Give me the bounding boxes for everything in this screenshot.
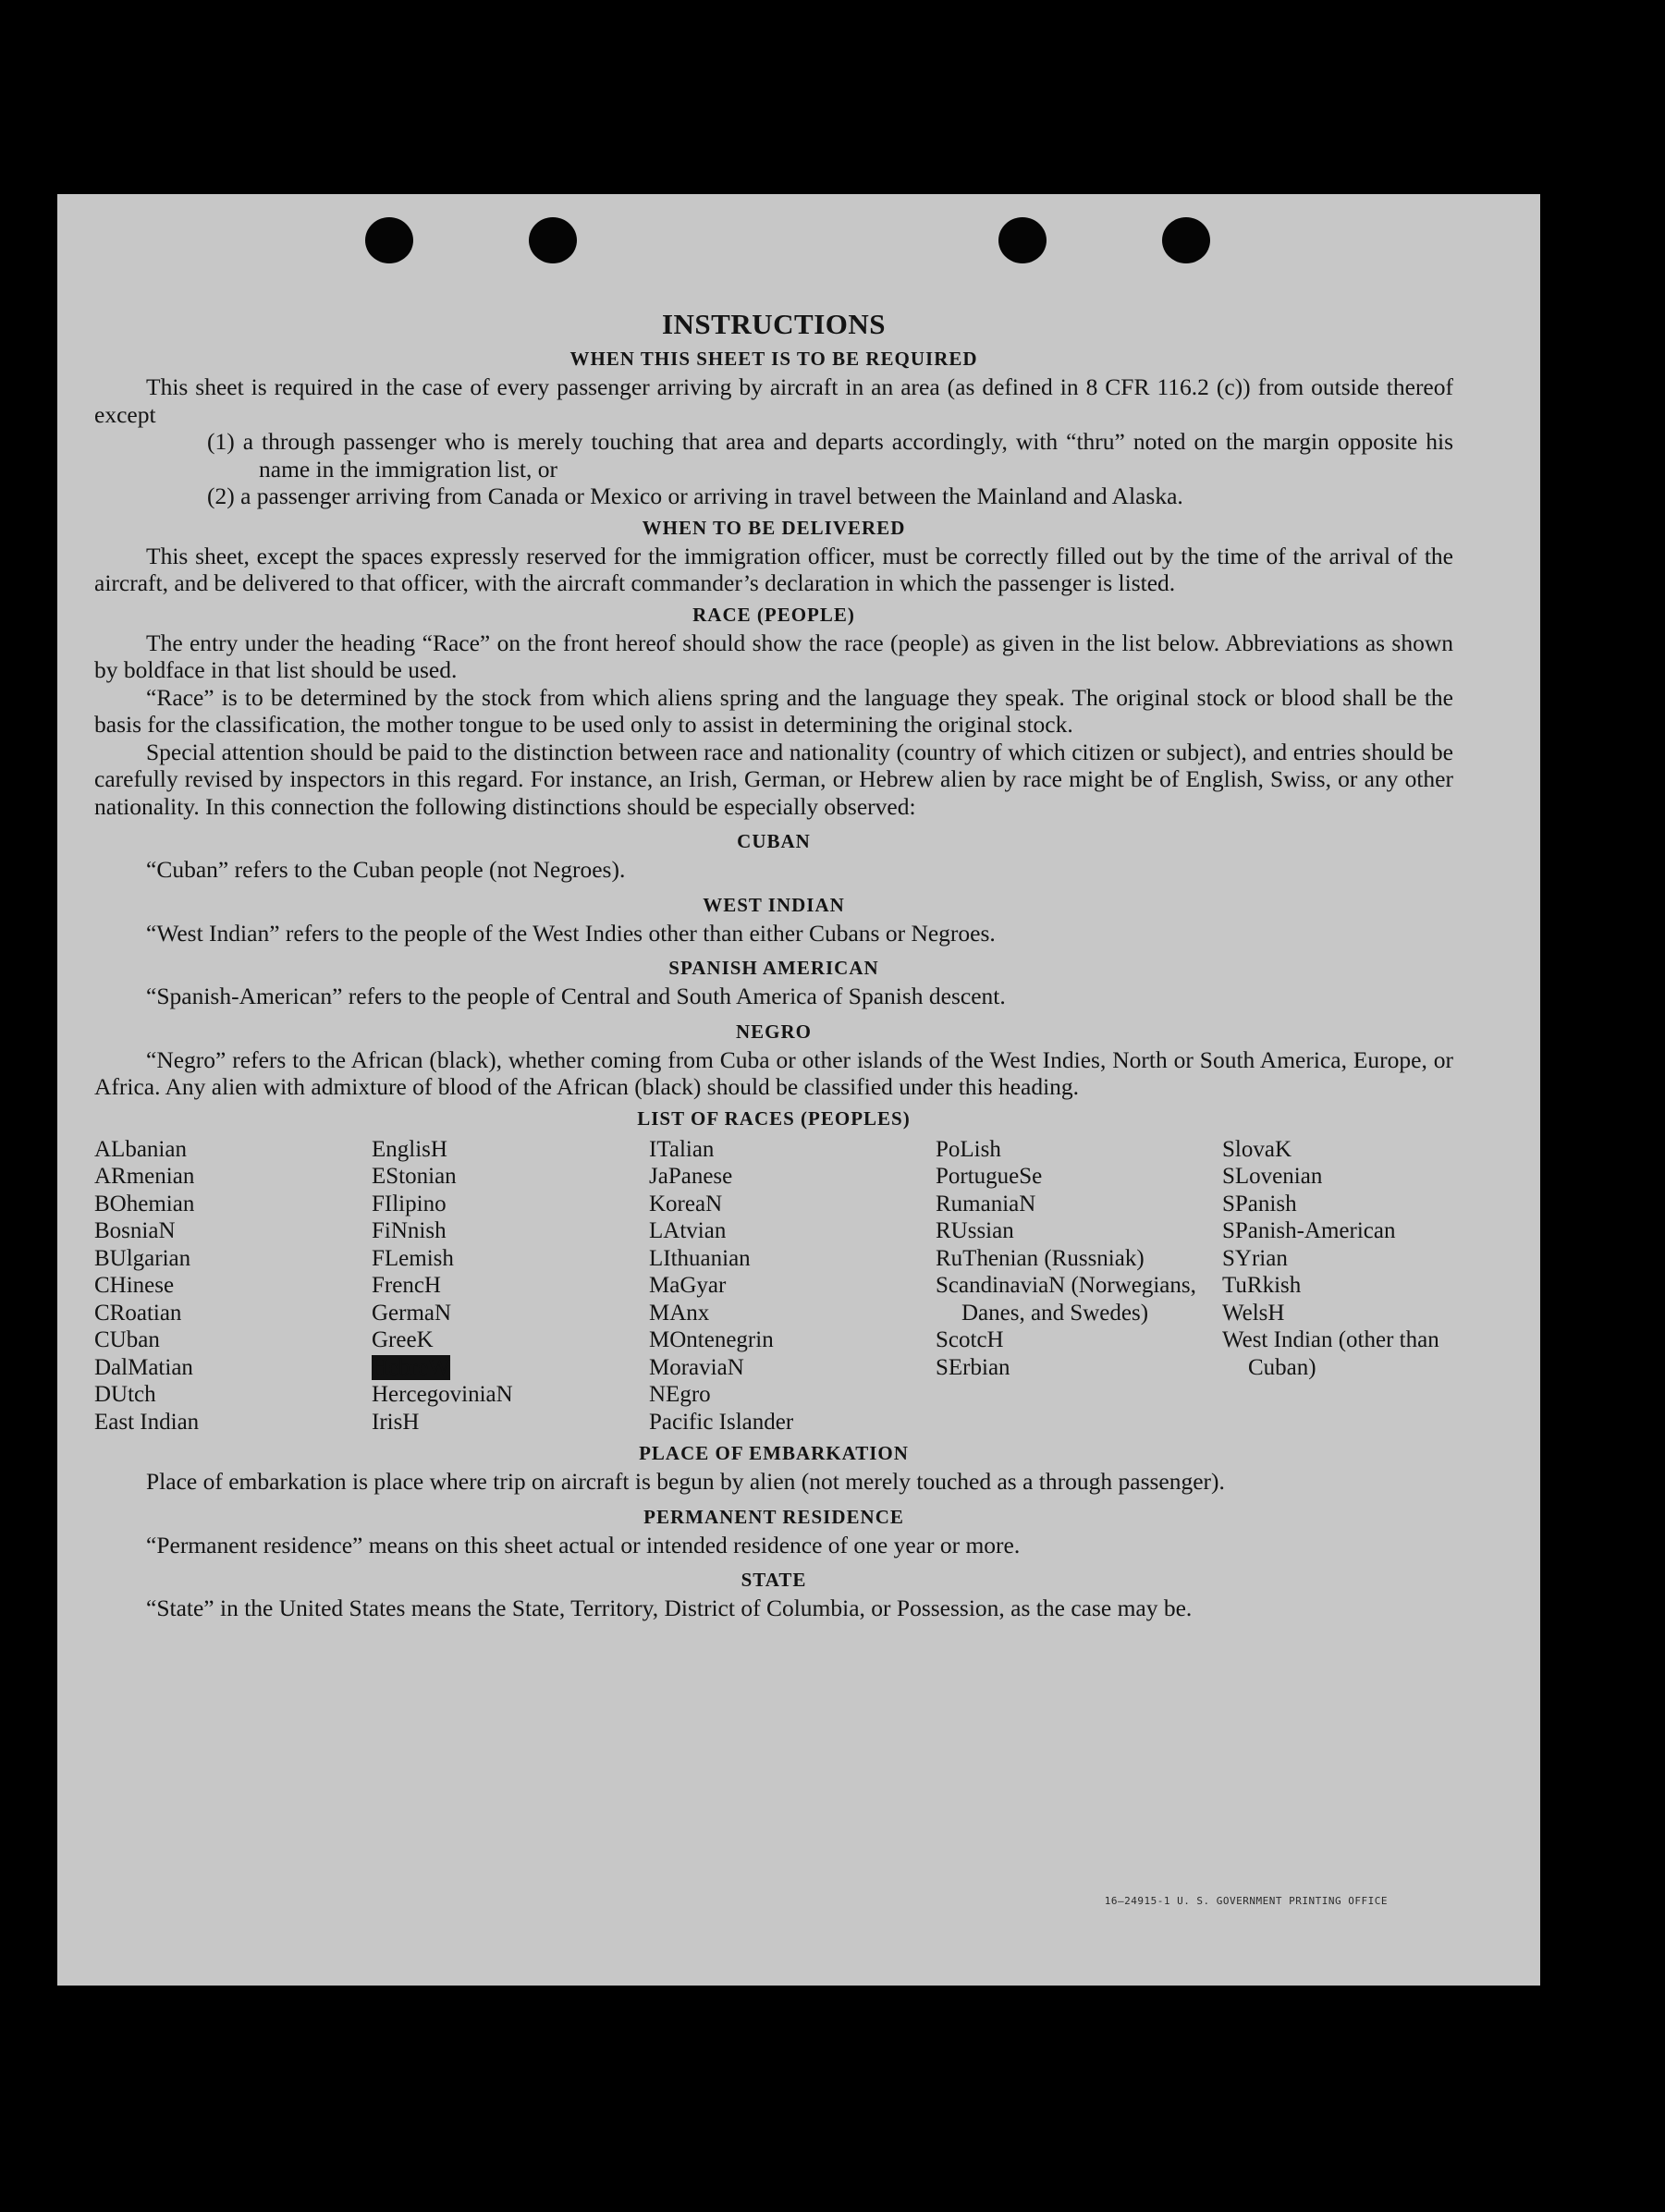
section-heading-cuban: CUBAN [737,830,811,852]
races-column [372,1136,630,1436]
printing-office-code: 16—24915-1 U. S. GOVERNMENT PRINTING OFFICE [1104,1895,1388,1907]
race-item: GreeK [372,1327,434,1352]
punch-hole [365,217,413,263]
punch-hole [998,217,1047,263]
race-item: CRoatian [94,1300,182,1326]
punch-hole [1162,217,1210,263]
race-item: WelsH [1222,1300,1285,1326]
race-item: JaPanese [649,1164,733,1189]
race-item: RuThenian (Russniak) [936,1245,1145,1271]
spanish-american-text: “Spanish-American” refers to the people of Central and South America of Spanish descent. [146,983,1006,1009]
race-item: EStonian [372,1164,457,1189]
race-item: DalMatian [94,1354,193,1380]
race-item: West Indian (other than Cuban) [1222,1327,1439,1380]
sheet-content [94,308,1453,1622]
race-item: ARmenian [94,1164,195,1189]
race-item: EnglisH [372,1136,447,1162]
race-item: BOhemian [94,1191,195,1216]
race-item: BUlgarian [94,1245,191,1271]
race-item: KoreaN [649,1191,723,1216]
race-item: SLovenian [1222,1164,1323,1189]
race-item: FiNnish [372,1218,447,1243]
negro-text: “Negro” refers to the African (black), whether coming from Cuba or other islands of the West Indies, North or South America, Europe, or Africa. Any alien with admixture of blood of the African (black) should be classified under this heading. [94,1045,1453,1100]
race-item: IrisH [372,1409,420,1435]
race-paragraph-3: Special attention should be paid to the distinction between race and nationality (country of which citizen or subject), and entries should be carefully revised by inspectors in this regard. For instance, an Irish, German, or Hebrew alien by race might be of English, Swiss, or any other nationality. In this connection the following distinctions should be especially observed: [94,738,1453,820]
section-heading-state: STATE [741,1569,807,1591]
cuban-text: “Cuban” refers to the Cuban people (not Negroes). [146,856,626,883]
race-item: ScotcH [936,1327,1004,1352]
race-item: MaGyar [649,1273,727,1298]
race-item: MoraviaN [649,1354,744,1380]
race-item: ScandinaviaN (Norwegians, Danes, and Swedes) [936,1273,1196,1326]
required-item-1: (1) a through passenger who is merely touching that area and departs accordingly, with “thru” noted on the margin opposite his name in the immigration list, or [207,428,1453,483]
section-heading-embarkation: PLACE OF EMBARKATION [639,1442,909,1464]
race-item: RUssian [936,1218,1014,1243]
race-item: DUtch [94,1382,156,1407]
section-heading-delivered: WHEN TO BE DELIVERED [642,516,906,539]
page-title: INSTRUCTIONS [661,308,886,340]
instruction-sheet [57,194,1540,1986]
state-text: “State” in the United States means the State, Territory, District of Columbia, or Possession, as the case may be. [146,1595,1193,1621]
race-item: Pacific Islander [649,1409,794,1435]
section-heading-spanish-american: SPANISH AMERICAN [668,957,879,979]
races-column [94,1136,353,1436]
race-item: CUban [94,1327,160,1352]
race-item: ALbanian [94,1136,187,1162]
race-item: PortugueSe [936,1164,1043,1189]
residence-text: “Permanent residence” means on this sheet actual or intended residence of one year or more. [146,1531,1021,1558]
section-heading-negro: NEGRO [735,1020,812,1043]
race-item: TuRkish [1222,1273,1302,1298]
race-item: NEgro [649,1382,711,1407]
races-column [1222,1136,1453,1436]
races-column [936,1136,1204,1436]
race-item-struck [372,1354,630,1382]
races-list [94,1136,1453,1436]
west-indian-text: “West Indian” refers to the people of the West Indies other than either Cubans or Negroes. [146,919,996,947]
race-paragraph-1: The entry under the heading “Race” on the front hereof should show the race (people) as given in the list below. Abbreviations as shown by boldface in that list should be used. [94,629,1453,683]
races-column [649,1136,917,1436]
embarkation-text: Place of embarkation is place where trip on aircraft is begun by alien (not merely touched as a through passenger). [146,1468,1225,1495]
section-heading-required: WHEN THIS SHEET IS TO BE REQUIRED [569,348,978,370]
delivered-text: This sheet, except the spaces expressly reserved for the immigration officer, must be correctly filled out by the time of the arrival of the aircraft, and be delivered to that officer, with the aircraft commander’s declaration in which the passenger is listed. [94,542,1453,596]
race-item: ITalian [649,1136,715,1162]
required-item-2: (2) a passenger arriving from Canada or Mexico or arriving in travel between the Mainland and Alaska. [207,483,1183,509]
race-item: GermaN [372,1300,452,1326]
race-item: SErbian [936,1354,1010,1380]
race-item: FIlipino [372,1191,447,1216]
race-item: East Indian [94,1409,200,1435]
race-item: SYrian [1222,1245,1288,1271]
race-item: SlovaK [1222,1136,1292,1162]
race-item: FrencH [372,1273,441,1298]
race-item: HercegoviniaN [372,1382,513,1407]
race-item: LIthuanian [649,1245,751,1271]
section-heading-west-indian: WEST INDIAN [703,893,845,916]
race-item: SPanish-American [1222,1218,1396,1243]
race-item: MAnx [649,1300,710,1326]
punch-hole [529,217,577,263]
required-intro: This sheet is required in the case of every passenger arriving by aircraft in an area (as defined in 8 CFR 116.2 (c)) from outside thereof except [94,373,1453,428]
race-item: PoLish [936,1136,1001,1162]
race-paragraph-2: “Race” is to be determined by the stock from which aliens spring and the language they speak. The original stock or blood shall be the basis for the classification, the mother tongue to be used only to assist in determining the original stock. [94,683,1453,738]
section-heading-residence: PERMANENT RESIDENCE [643,1505,904,1528]
race-item: CHinese [94,1273,175,1298]
race-item: MOntenegrin [649,1327,774,1352]
race-item: BosniaN [94,1218,176,1243]
race-item: LAtvian [649,1218,727,1243]
race-item: FLemish [372,1245,454,1271]
section-heading-races-list: LIST OF RACES (PEOPLES) [637,1106,911,1130]
race-item: SPanish [1222,1191,1297,1216]
struck-out-entry: HebreW [372,1354,450,1380]
section-heading-race: RACE (PEOPLE) [692,603,855,626]
race-item: RumaniaN [936,1191,1036,1216]
